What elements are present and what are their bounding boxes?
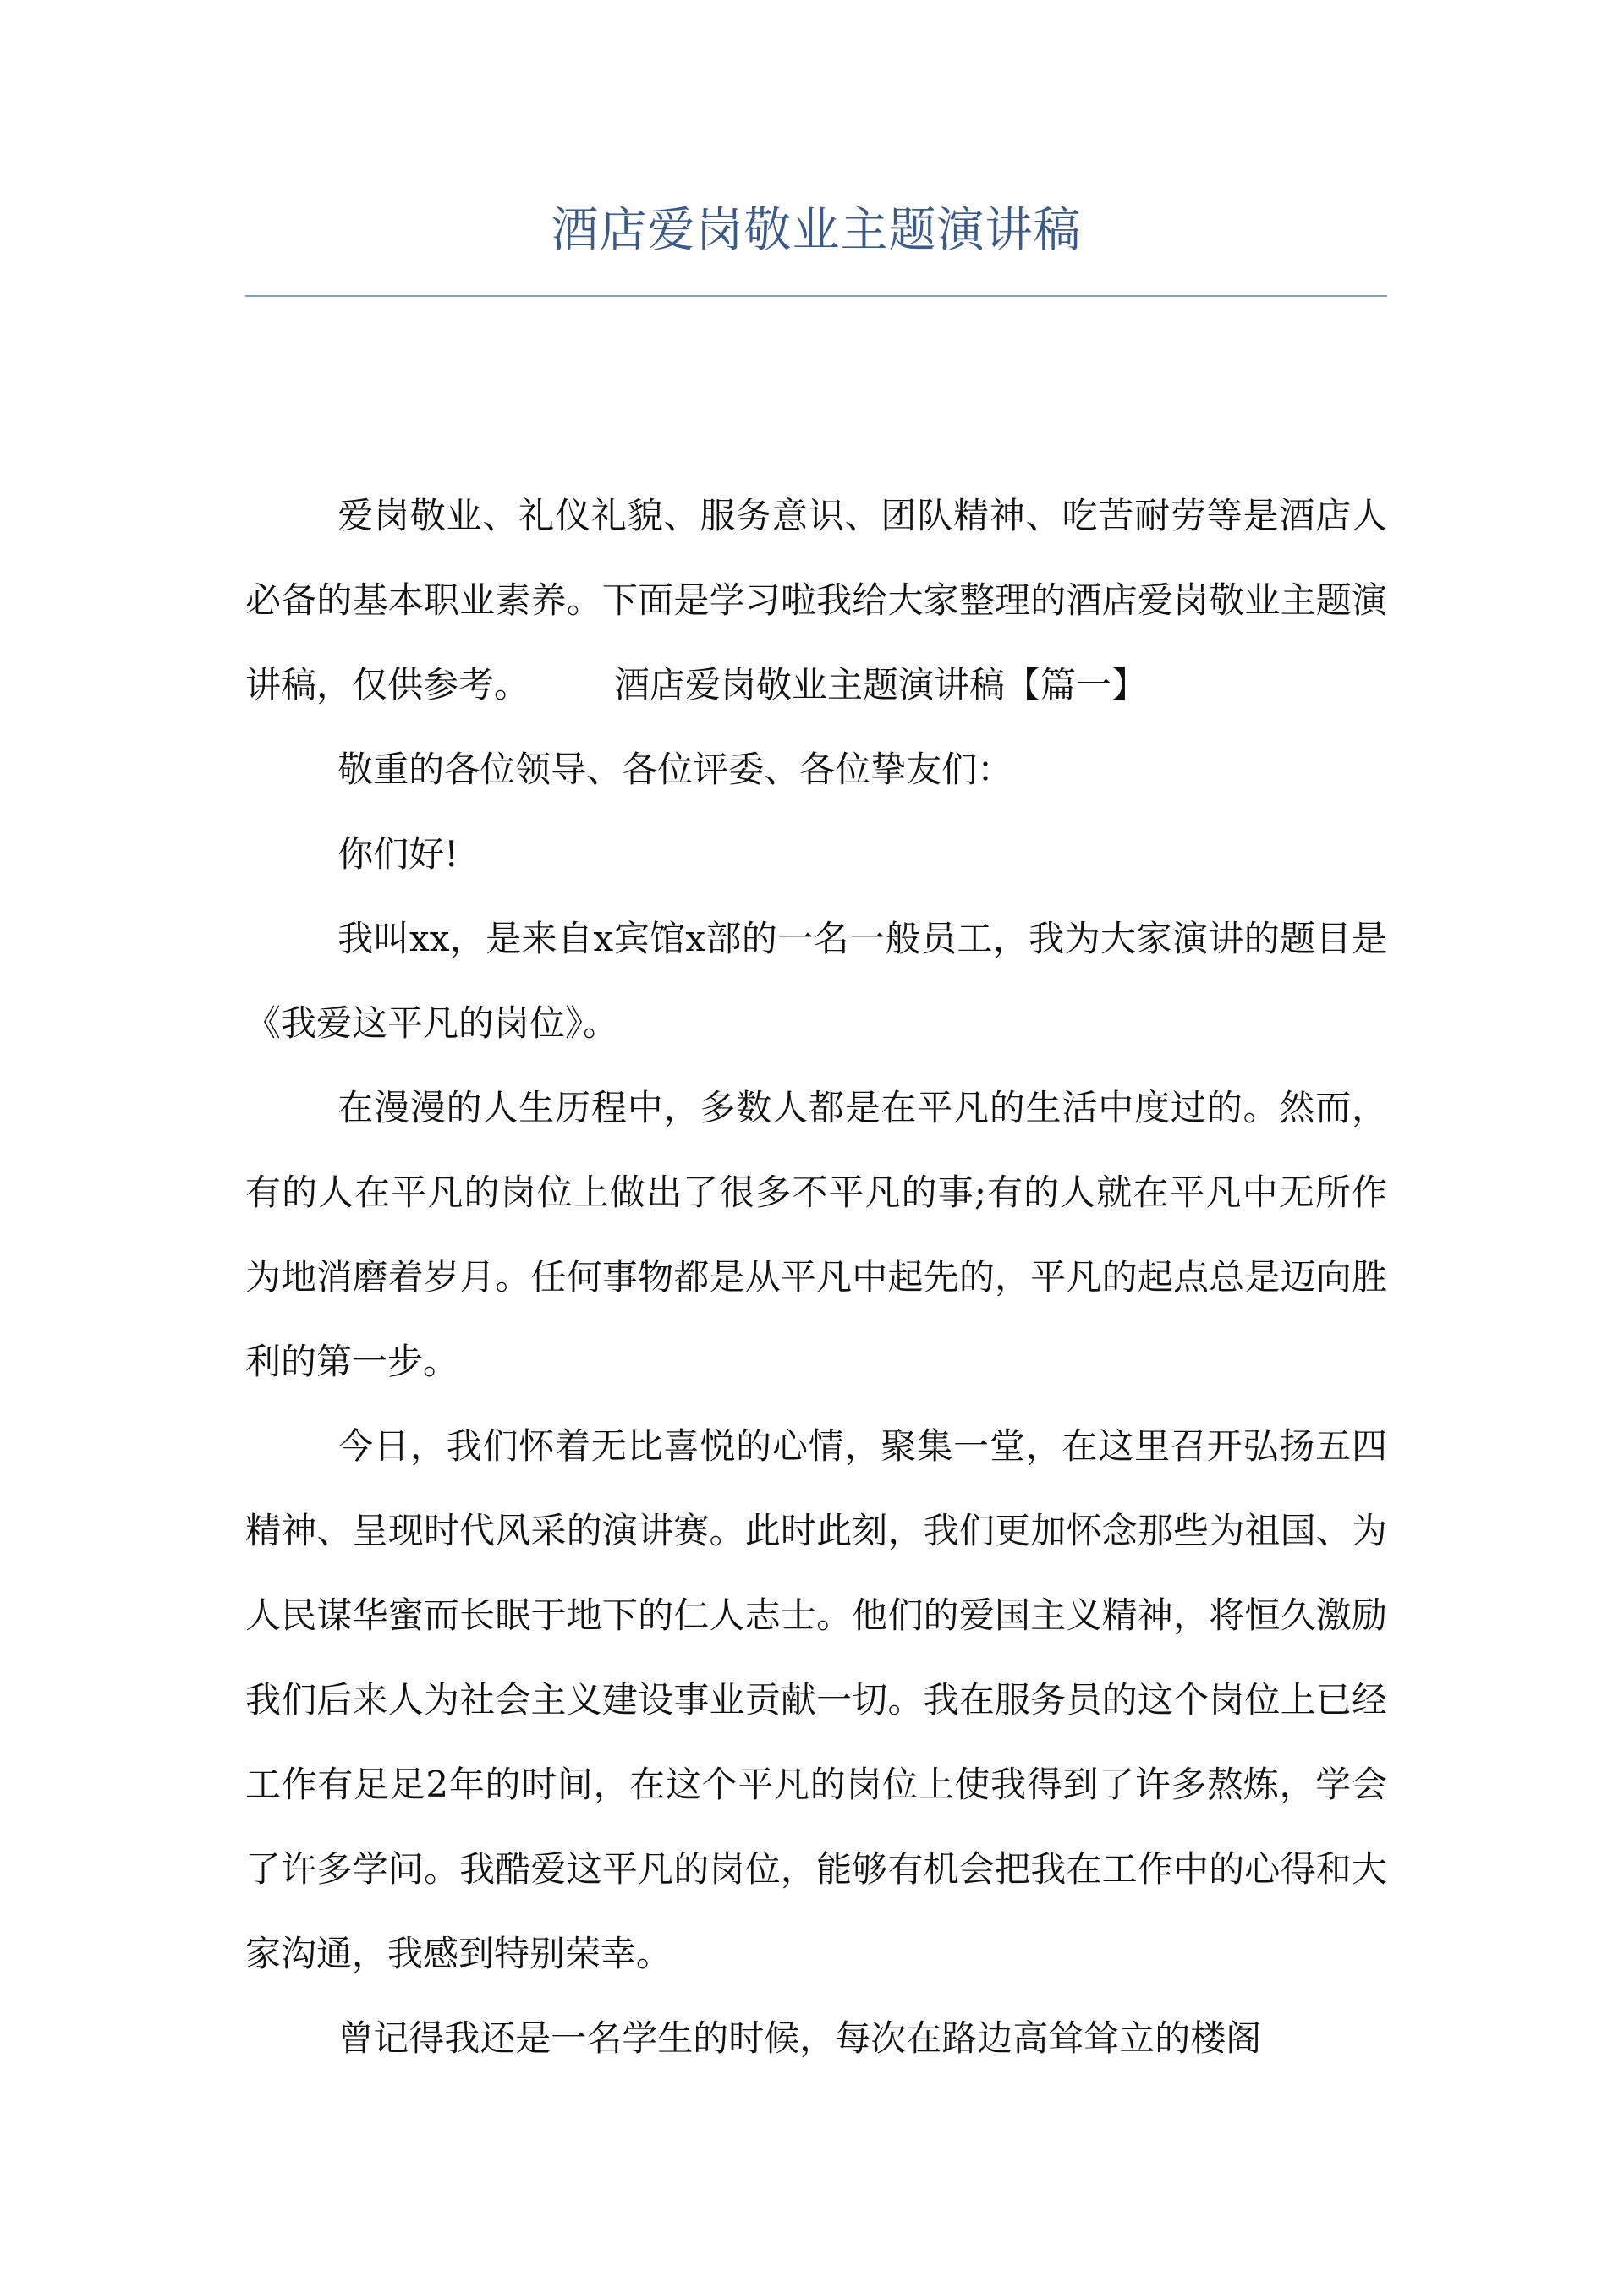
body-paragraph: 今日，我们怀着无比喜悦的心情，聚集一堂，在这里召开弘扬五四精神、呈现时代风采的演讲赛。此时此刻，我们更加怀念那些为祖国、为人民谋华蜜而长眠于地下的仁人志士。他们的爱国主义精神，将恒久激励我们后来人为社会主义建设事业贡献一切。我在服务员的这个岗位上已经工作有足足2年的时间，在这个平凡的岗位上使我得到了许多熬炼，学会了许多学问。我酷爱这平凡的岗位，能够有机会把我在工作中的心得和大家沟通，我感到特别荣幸。 (245, 1425, 1387, 1974)
body-paragraph: 曾记得我还是一名学生的时候，每次在路边高耸耸立的楼阁 (337, 2017, 1262, 2059)
document-body (245, 474, 1387, 2081)
intro-paragraph (245, 474, 1387, 727)
body-paragraph: 在漫漫的人生历程中，多数人都是在平凡的生活中度过的。然而，有的人在平凡的岗位上做出了很多不平凡的事;有的人就在平凡中无所作为地消磨着岁月。任何事物都是从平凡中起先的，平凡的起点总是迈向胜利的第一步。 (245, 1087, 1387, 1382)
body-paragraph: 我叫xx，是来自x宾馆x部的一名一般员工，我为大家演讲的题目是《我爱这平凡的岗位》。 (245, 918, 1387, 1044)
greeting-paragraph: 你们好! (337, 833, 459, 875)
title-underline (245, 295, 1387, 297)
section-heading: 酒店爱岗敬业主题演讲稿【篇一】 (614, 664, 1148, 705)
salutation-paragraph: 敬重的各位领导、各位评委、各位挚友们： (337, 749, 1013, 790)
document-title: 酒店爱岗敬业主题演讲稿 (551, 203, 1082, 258)
intro-text: 爱岗敬业、礼仪礼貌、服务意识、团队精神、吃苦耐劳等是酒店人必备的基本职业素养。下面是学习啦我给大家整理的酒店爱岗敬业主题演讲稿，仅供参考。 (245, 495, 1387, 705)
